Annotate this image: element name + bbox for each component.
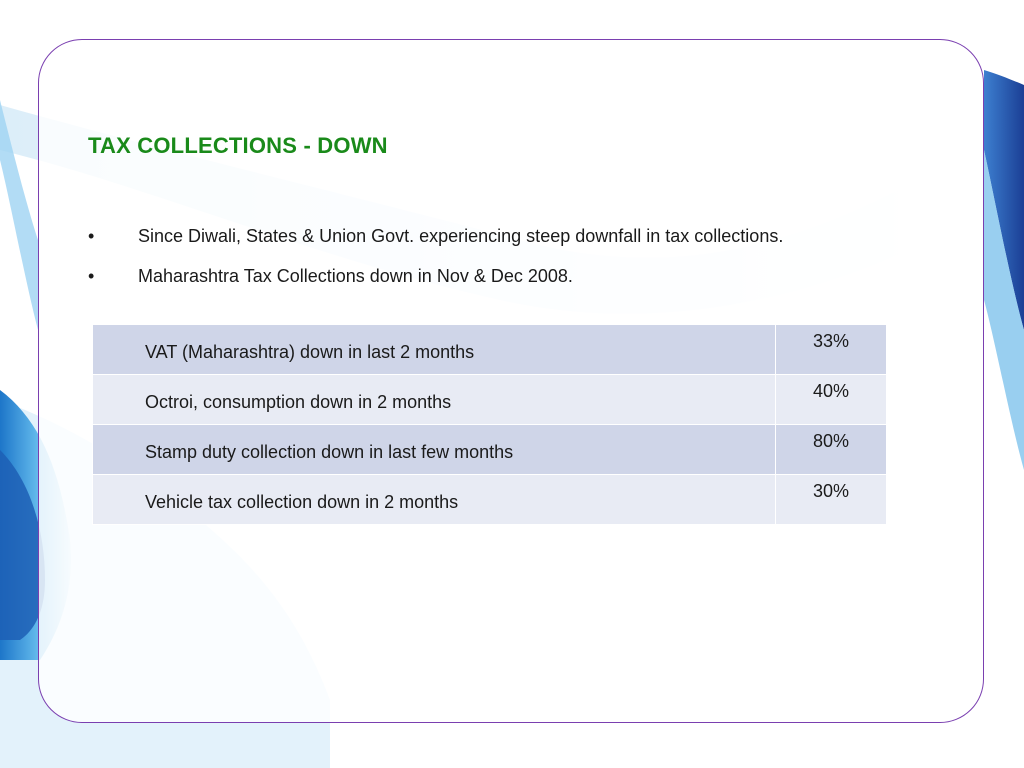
table-row [93,375,887,425]
row-percentage: 30% [776,475,887,525]
table-row [93,325,887,375]
row-description: VAT (Maharashtra) down in last 2 months [93,325,776,375]
row-description: Vehicle tax collection down in 2 months [93,475,776,525]
table-row [93,475,887,525]
tax-collections-table [92,324,887,525]
row-percentage: 80% [776,425,887,475]
bullet-text: Since Diwali, States & Union Govt. experiencing steep downfall in tax collections. [138,226,784,246]
bullet-item [88,266,783,292]
bullet-list [88,226,783,306]
slide-title: TAX COLLECTIONS - DOWN [88,133,388,158]
bullet-item [88,226,783,252]
row-percentage: 33% [776,325,887,375]
table-row [93,425,887,475]
bullet-text: Maharashtra Tax Collections down in Nov & Dec 2008. [138,266,573,286]
row-description: Octroi, consumption down in 2 months [93,375,776,425]
row-description: Stamp duty collection down in last few months [93,425,776,475]
bullet-marker: • [88,226,95,246]
row-percentage: 40% [776,375,887,425]
bullet-marker: • [88,266,95,286]
